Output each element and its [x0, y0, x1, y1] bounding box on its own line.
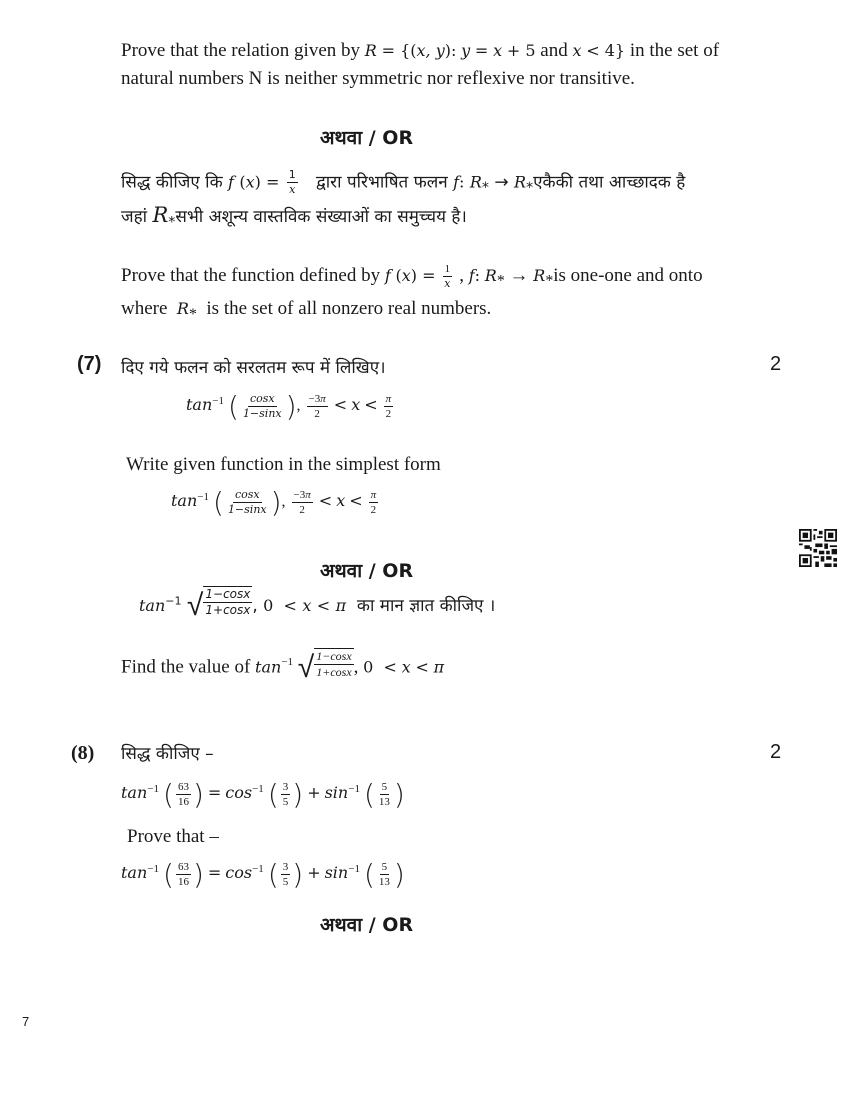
or-divider-1: अथवा / OR — [320, 127, 414, 149]
page-number: 7 — [22, 1014, 30, 1029]
q6-function-line1: Prove that the function defined by f (x) = $\frac{1}{x}$ , f: $R_* \to R_*is$ one-one and onto — [121, 263, 703, 290]
or-divider-3: अथवा / OR — [320, 914, 414, 936]
q7-alt-hindi: $\tan^{-1}$ √ 1−cosx 1+cosx , 0 < x < π का मान ज्ञात कीजिए । — [139, 586, 495, 626]
or-divider-2: अथवा / OR — [320, 560, 414, 582]
q7-expression-english: $\tan^{-1}$ ( $\frac{\cos x}{1-\sin x}$ ), $\frac{-3\pi}{2}$ < x < $\frac{\pi}{2}$ — [171, 486, 377, 519]
q6-relation-line1: Prove that the relation given by R = {(x, y): y = x + 5 and x < 4} in the set of — [121, 40, 720, 61]
q7-english-prompt: Write given function in the simplest form — [126, 454, 441, 475]
q6-function-line2: where $R_*$ is the set of all nonzero real numbers. — [121, 298, 492, 323]
q8-english-prompt: Prove that – — [127, 826, 219, 847]
q7-marks: 2 — [770, 353, 782, 375]
q6-hindi-line1: सिद्ध कीजिए कि f (x) = $\frac{1}{x}$ द्वारा परिभाषित फलन f: $R_*$ → $R_*एकैकी$ तथा आच्छादक है — [121, 168, 686, 196]
q7-hindi-prompt: दिए गये फलन को सरलतम रूप में लिखिए। — [121, 358, 386, 378]
q8-number: (8) — [71, 742, 95, 764]
q8-identity-hindi: $\tan^{-1}$ ( $\frac{63}{16}$ ) = $\cos^{-1}$ ( $\frac{3}{5}$ ) + $\sin^{-1}$ ( $\frac{5}{13}$ ) — [121, 778, 405, 811]
q6-relation-line2: natural numbers N is neither symmetric nor reflexive nor transitive. — [121, 68, 635, 89]
q8-identity-english: $\tan^{-1}$ ( $\frac{63}{16}$ ) = $\cos^{-1}$ ( $\frac{3}{5}$ ) + $\sin^{-1}$ ( $\frac{5}{13}$ ) — [121, 858, 405, 891]
q7-expression-hindi: $\tan^{-1}$ ( $\frac{\cos x}{1-\sin x}$ ), $\frac{-3\pi}{2}$ < x < $\frac{\pi}{2}$ — [186, 390, 392, 423]
q7-number: (7) — [77, 353, 102, 375]
q8-marks: 2 — [770, 741, 782, 763]
q7-alt-english: Find the value of $\tan^{-1}$ √ 1−cosx 1+cosx , 0 < x < π — [121, 648, 444, 688]
q8-hindi-prompt: सिद्ध कीजिए – — [121, 744, 214, 764]
q6-hindi-line2: जहां $R_*सभी$ अशून्य वास्तविक संख्याओं का समुच्चय है। — [121, 203, 467, 231]
qr-code-icon — [799, 528, 837, 568]
